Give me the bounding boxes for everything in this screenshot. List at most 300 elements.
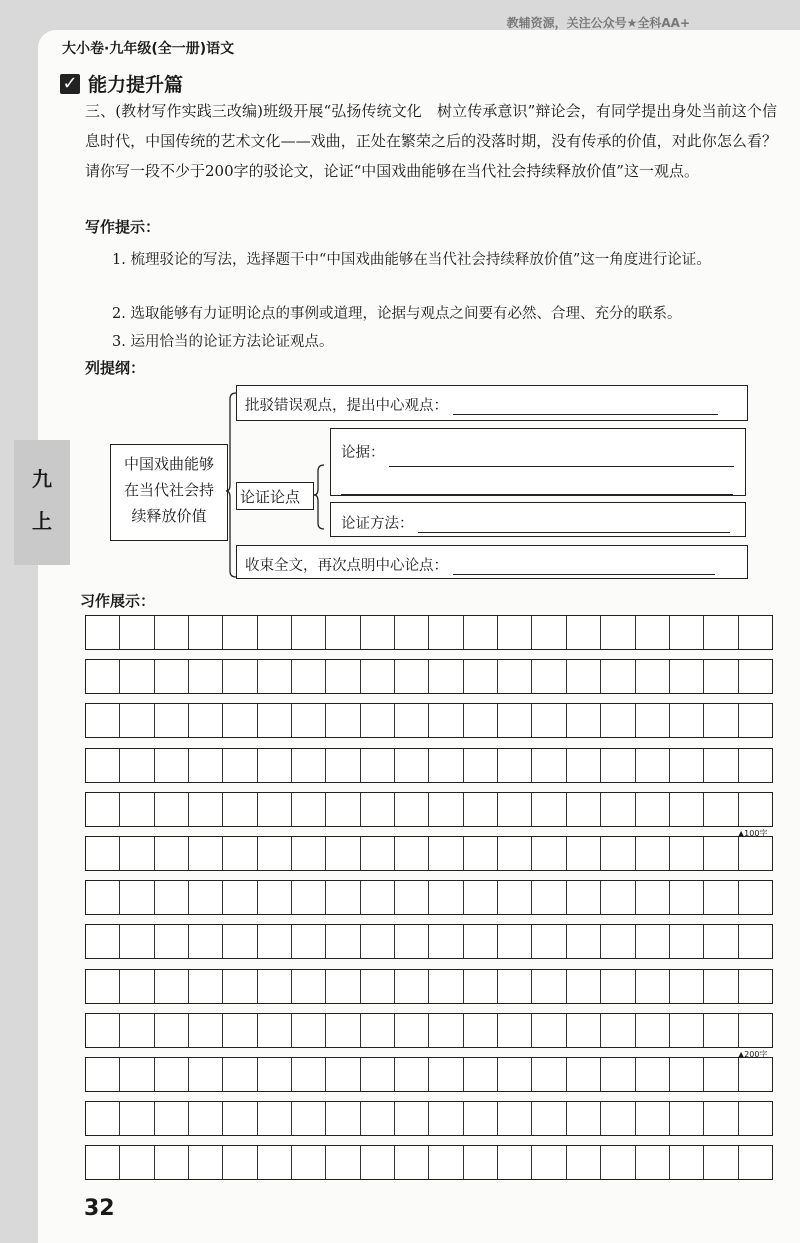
grid-cell[interactable] [429,837,463,870]
grid-cell[interactable] [155,704,189,737]
grid-cell[interactable] [189,616,223,649]
grid-cell[interactable] [258,925,292,958]
grid-cell[interactable] [429,881,463,914]
grid-cell[interactable] [258,793,292,826]
grid-cell[interactable] [223,1058,257,1091]
grid-cell[interactable] [86,881,120,914]
grid-cell[interactable] [429,1058,463,1091]
grid-cell[interactable] [464,660,498,693]
grid-cell[interactable] [120,1102,154,1135]
grid-cell[interactable] [189,1058,223,1091]
grid-cell[interactable] [120,837,154,870]
grid-cell[interactable] [567,1146,601,1179]
grid-cell[interactable] [670,616,704,649]
grid-cell[interactable] [361,704,395,737]
grid-cell[interactable] [155,1058,189,1091]
conclude-box [236,545,748,579]
grid-cell[interactable] [739,1058,772,1091]
grid-cell[interactable] [636,660,670,693]
grid-row [85,659,773,694]
grid-cell[interactable] [636,925,670,958]
grid-cell[interactable] [498,793,532,826]
grid-cell[interactable] [326,793,360,826]
grid-cell[interactable] [464,616,498,649]
grid-cell[interactable] [395,970,429,1003]
grid-cell[interactable] [567,704,601,737]
grid-cell[interactable] [670,970,704,1003]
grid-cell[interactable] [704,616,738,649]
grid-cell[interactable] [395,616,429,649]
grid-cell[interactable] [464,749,498,782]
grid-cell[interactable] [704,660,738,693]
grid-cell[interactable] [223,1102,257,1135]
grid-cell[interactable] [258,970,292,1003]
grid-cell[interactable] [636,1014,670,1047]
grid-cell[interactable] [292,616,326,649]
evidence-blank-2[interactable] [341,480,733,495]
grid-cell[interactable] [361,881,395,914]
grid-cell[interactable] [361,1014,395,1047]
grid-cell[interactable] [601,970,635,1003]
grid-cell[interactable] [361,1102,395,1135]
grid-cell[interactable] [670,1102,704,1135]
conclude-blank[interactable] [453,560,715,575]
grid-cell[interactable] [532,793,566,826]
grid-cell[interactable] [120,881,154,914]
grid-cell[interactable] [498,1102,532,1135]
grid-cell[interactable] [189,749,223,782]
grid-cell[interactable] [601,1146,635,1179]
grid-cell[interactable] [292,1146,326,1179]
grid-cell[interactable] [601,881,635,914]
grid-cell[interactable] [464,881,498,914]
grid-cell[interactable] [155,1102,189,1135]
grid-cell[interactable] [395,1102,429,1135]
grid-cell[interactable] [567,1102,601,1135]
grid-cell[interactable] [155,1146,189,1179]
section-heading [60,70,183,97]
grid-cell[interactable] [120,925,154,958]
grid-cell[interactable] [636,837,670,870]
method-label: 论证方法： [341,516,414,532]
grid-cell[interactable] [532,925,566,958]
grid-cell[interactable] [636,970,670,1003]
grid-cell[interactable] [429,704,463,737]
grid-cell[interactable] [223,793,257,826]
grid-cell[interactable] [223,704,257,737]
grid-cell[interactable] [258,1058,292,1091]
grid-cell[interactable] [189,970,223,1003]
grid-cell[interactable] [464,704,498,737]
grid-cell[interactable] [258,837,292,870]
grid-cell[interactable] [498,1146,532,1179]
grid-cell[interactable] [292,970,326,1003]
grid-cell[interactable] [670,793,704,826]
grid-cell[interactable] [326,881,360,914]
grid-cell[interactable] [223,837,257,870]
grid-cell[interactable] [704,837,738,870]
grid-cell[interactable] [429,970,463,1003]
grid-cell[interactable] [86,1102,120,1135]
grid-cell[interactable] [532,616,566,649]
marker-200: ▲200字 [738,1050,768,1059]
grid-cell[interactable] [739,1014,772,1047]
grid-cell[interactable] [395,1014,429,1047]
grid-row [85,1145,773,1180]
grid-cell[interactable] [120,660,154,693]
grid-cell[interactable] [86,749,120,782]
grid-cell[interactable] [258,616,292,649]
grid-cell[interactable] [395,837,429,870]
grid-cell[interactable] [636,881,670,914]
evidence-blank-1[interactable] [389,452,734,467]
grid-cell[interactable] [601,660,635,693]
grid-cell[interactable] [86,1014,120,1047]
grid-cell[interactable] [567,749,601,782]
grid-cell[interactable] [395,881,429,914]
grid-cell[interactable] [601,925,635,958]
grid-cell[interactable] [258,660,292,693]
grid-cell[interactable] [86,793,120,826]
grid-row [85,1057,773,1092]
grid-cell[interactable] [670,1014,704,1047]
grid-cell[interactable] [258,1014,292,1047]
grid-cell[interactable] [601,704,635,737]
grid-cell[interactable] [361,1146,395,1179]
grid-cell[interactable] [223,970,257,1003]
grid-cell[interactable] [464,1058,498,1091]
grid-cell[interactable] [223,925,257,958]
grid-cell[interactable] [636,793,670,826]
grid-cell[interactable] [292,704,326,737]
grid-cell[interactable] [532,1146,566,1179]
grid-cell[interactable] [464,837,498,870]
grid-cell[interactable] [464,1102,498,1135]
grid-cell[interactable] [155,837,189,870]
grid-cell[interactable] [704,1014,738,1047]
grid-cell[interactable] [189,925,223,958]
grid-cell[interactable] [567,616,601,649]
grid-cell[interactable] [361,837,395,870]
conclude-label: 收束全文，再次点明中心论点： [245,558,448,574]
section-title: 能力提升篇 [88,74,184,96]
grid-cell[interactable] [498,1014,532,1047]
grid-cell[interactable] [155,970,189,1003]
grid-cell[interactable] [223,660,257,693]
grid-cell[interactable] [704,1058,738,1091]
grid-cell[interactable] [292,660,326,693]
grid-cell[interactable] [429,749,463,782]
grid-cell[interactable] [498,704,532,737]
grid-cell[interactable] [739,793,772,826]
grid-cell[interactable] [670,1058,704,1091]
grid-cell[interactable] [532,749,566,782]
grid-cell[interactable] [464,925,498,958]
grid-cell[interactable] [258,749,292,782]
grid-cell[interactable] [739,1146,772,1179]
grid-cell[interactable] [155,881,189,914]
grid-cell[interactable] [567,1058,601,1091]
grid-cell[interactable] [498,749,532,782]
grid-cell[interactable] [739,881,772,914]
grid-cell[interactable] [567,970,601,1003]
grid-cell[interactable] [670,1146,704,1179]
grid-cell[interactable] [532,704,566,737]
side-tab-grade: 九 [32,467,52,491]
grid-cell[interactable] [567,1014,601,1047]
grid-cell[interactable] [704,925,738,958]
grid-cell[interactable] [326,749,360,782]
grid-row [85,748,773,783]
grid-cell[interactable] [532,970,566,1003]
grid-cell[interactable] [155,1014,189,1047]
grid-cell[interactable] [464,1014,498,1047]
refute-box [236,385,748,421]
grid-cell[interactable] [326,970,360,1003]
grid-cell[interactable] [395,704,429,737]
grid-cell[interactable] [86,1058,120,1091]
grid-cell[interactable] [292,925,326,958]
grid-cell[interactable] [601,616,635,649]
grid-cell[interactable] [636,704,670,737]
grid-cell[interactable] [292,1102,326,1135]
evidence-box [330,428,746,496]
grid-cell[interactable] [498,1058,532,1091]
grid-cell[interactable] [292,1058,326,1091]
grid-cell[interactable] [120,704,154,737]
grid-cell[interactable] [223,616,257,649]
grid-cell[interactable] [532,1014,566,1047]
grid-cell[interactable] [189,704,223,737]
grid-cell[interactable] [739,1102,772,1135]
grid-cell[interactable] [601,749,635,782]
grid-cell[interactable] [223,1014,257,1047]
tips-label: 写作提示： [85,218,161,236]
grid-cell[interactable] [532,1058,566,1091]
grid-cell[interactable] [739,616,772,649]
grid-cell[interactable] [120,793,154,826]
grid-cell[interactable] [429,1102,463,1135]
grid-cell[interactable] [670,925,704,958]
grid-cell[interactable] [636,1058,670,1091]
method-blank[interactable] [418,518,730,533]
tip-2: 2. 选取能够有力证明论点的事例或道理，论据与观点之间要有必然、合理、充分的联系。 [112,306,682,322]
grid-cell[interactable] [567,793,601,826]
grid-cell[interactable] [155,749,189,782]
grid-cell[interactable] [464,970,498,1003]
grid-cell[interactable] [86,837,120,870]
grid-cell[interactable] [361,925,395,958]
grid-cell[interactable] [155,925,189,958]
grid-cell[interactable] [361,616,395,649]
grid-cell[interactable] [601,1014,635,1047]
grid-cell[interactable] [532,837,566,870]
grid-cell[interactable] [223,1146,257,1179]
grid-cell[interactable] [739,925,772,958]
grid-cell[interactable] [567,837,601,870]
grid-cell[interactable] [395,793,429,826]
grid-cell[interactable] [395,1058,429,1091]
grid-cell[interactable] [464,793,498,826]
grid-cell[interactable] [189,837,223,870]
grid-cell[interactable] [429,616,463,649]
grid-cell[interactable] [498,970,532,1003]
grid-cell[interactable] [86,970,120,1003]
grid-cell[interactable] [155,616,189,649]
grid-cell[interactable] [120,616,154,649]
outline-label: 列提纲： [85,359,146,377]
grid-cell[interactable] [189,660,223,693]
grid-cell[interactable] [739,837,772,870]
grid-cell[interactable] [739,749,772,782]
grid-cell[interactable] [636,1102,670,1135]
refute-label: 批驳错误观点，提出中心观点： [245,398,448,414]
grid-cell[interactable] [189,793,223,826]
grid-row [85,836,773,871]
grid-cell[interactable] [395,1146,429,1179]
grid-cell[interactable] [670,749,704,782]
grid-cell[interactable] [704,793,738,826]
grid-cell[interactable] [326,616,360,649]
book-title: 大小卷·九年级(全一册)语文 [62,41,235,57]
grid-cell[interactable] [704,704,738,737]
grid-cell[interactable] [326,837,360,870]
grid-cell[interactable] [292,837,326,870]
grid-cell[interactable] [292,1014,326,1047]
grid-cell[interactable] [326,1014,360,1047]
grid-cell[interactable] [361,749,395,782]
grid-cell[interactable] [670,660,704,693]
grid-cell[interactable] [292,793,326,826]
side-tab [14,440,70,565]
grid-cell[interactable] [120,970,154,1003]
grid-cell[interactable] [189,1146,223,1179]
grid-cell[interactable] [395,660,429,693]
grid-cell[interactable] [704,881,738,914]
grid-cell[interactable] [326,1146,360,1179]
grid-cell[interactable] [189,881,223,914]
grid-cell[interactable] [361,660,395,693]
grid-cell[interactable] [429,925,463,958]
grid-cell[interactable] [120,1014,154,1047]
writing-label: 习作展示： [80,592,156,610]
grid-cell[interactable] [326,660,360,693]
grid-cell[interactable] [395,749,429,782]
grid-row [85,880,773,915]
grid-cell[interactable] [223,881,257,914]
grid-cell[interactable] [601,1058,635,1091]
grid-cell[interactable] [532,660,566,693]
grid-cell[interactable] [86,616,120,649]
grid-row [85,615,773,650]
grid-cell[interactable] [636,1146,670,1179]
grid-cell[interactable] [601,1102,635,1135]
grid-cell[interactable] [567,660,601,693]
grid-cell[interactable] [120,1146,154,1179]
grid-row [85,1101,773,1136]
marker-100: ▲100字 [738,829,768,838]
tip-3: 3. 运用恰当的论证方法论证观点。 [112,334,334,350]
grid-cell[interactable] [498,616,532,649]
grid-cell[interactable] [292,749,326,782]
grid-cell[interactable] [361,1058,395,1091]
grid-cell[interactable] [670,837,704,870]
grid-cell[interactable] [292,881,326,914]
refute-blank[interactable] [453,400,718,415]
grid-cell[interactable] [670,881,704,914]
grid-cell[interactable] [361,793,395,826]
header-note: 教辅资源，关注公众号★全科AA+ [506,16,690,30]
grid-cell[interactable] [429,1014,463,1047]
grid-row [85,792,773,827]
grid-cell[interactable] [258,1146,292,1179]
outline-center-box: 中国戏曲能够在当代社会持续释放价值 [110,444,228,541]
grid-cell[interactable] [86,925,120,958]
checkbox-icon: ✓ [60,74,80,94]
grid-cell[interactable] [86,1146,120,1179]
grid-cell[interactable] [601,793,635,826]
grid-cell[interactable] [739,704,772,737]
grid-cell[interactable] [120,749,154,782]
grid-cell[interactable] [86,704,120,737]
grid-cell[interactable] [326,704,360,737]
grid-cell[interactable] [567,881,601,914]
grid-cell[interactable] [361,970,395,1003]
grid-cell[interactable] [326,1102,360,1135]
grid-cell[interactable] [498,660,532,693]
grid-cell[interactable] [258,881,292,914]
grid-cell[interactable] [464,1146,498,1179]
grid-cell[interactable] [429,793,463,826]
grid-row [85,924,773,959]
grid-cell[interactable] [326,1058,360,1091]
grid-row [85,1013,773,1048]
grid-cell[interactable] [223,749,257,782]
grid-cell[interactable] [532,1102,566,1135]
grid-cell[interactable] [189,1014,223,1047]
grid-cell[interactable] [739,970,772,1003]
grid-cell[interactable] [189,1102,223,1135]
argue-box: 论证论点 [236,482,314,510]
grid-cell[interactable] [498,925,532,958]
grid-cell[interactable] [86,660,120,693]
grid-row [85,969,773,1004]
grid-cell[interactable] [704,1102,738,1135]
grid-cell[interactable] [567,925,601,958]
grid-cell[interactable] [258,704,292,737]
grid-cell[interactable] [429,1146,463,1179]
grid-cell[interactable] [429,660,463,693]
grid-cell[interactable] [120,1058,154,1091]
grid-cell[interactable] [498,837,532,870]
grid-cell[interactable] [326,925,360,958]
grid-cell[interactable] [704,1146,738,1179]
grid-cell[interactable] [704,970,738,1003]
grid-cell[interactable] [532,881,566,914]
grid-cell[interactable] [704,749,738,782]
grid-cell[interactable] [601,837,635,870]
grid-cell[interactable] [670,704,704,737]
grid-cell[interactable] [155,793,189,826]
side-tab-term: 上 [32,509,52,533]
grid-cell[interactable] [739,660,772,693]
grid-cell[interactable] [395,925,429,958]
grid-cell[interactable] [498,881,532,914]
grid-cell[interactable] [155,660,189,693]
grid-cell[interactable] [258,1102,292,1135]
grid-cell[interactable] [636,749,670,782]
grid-cell[interactable] [636,616,670,649]
